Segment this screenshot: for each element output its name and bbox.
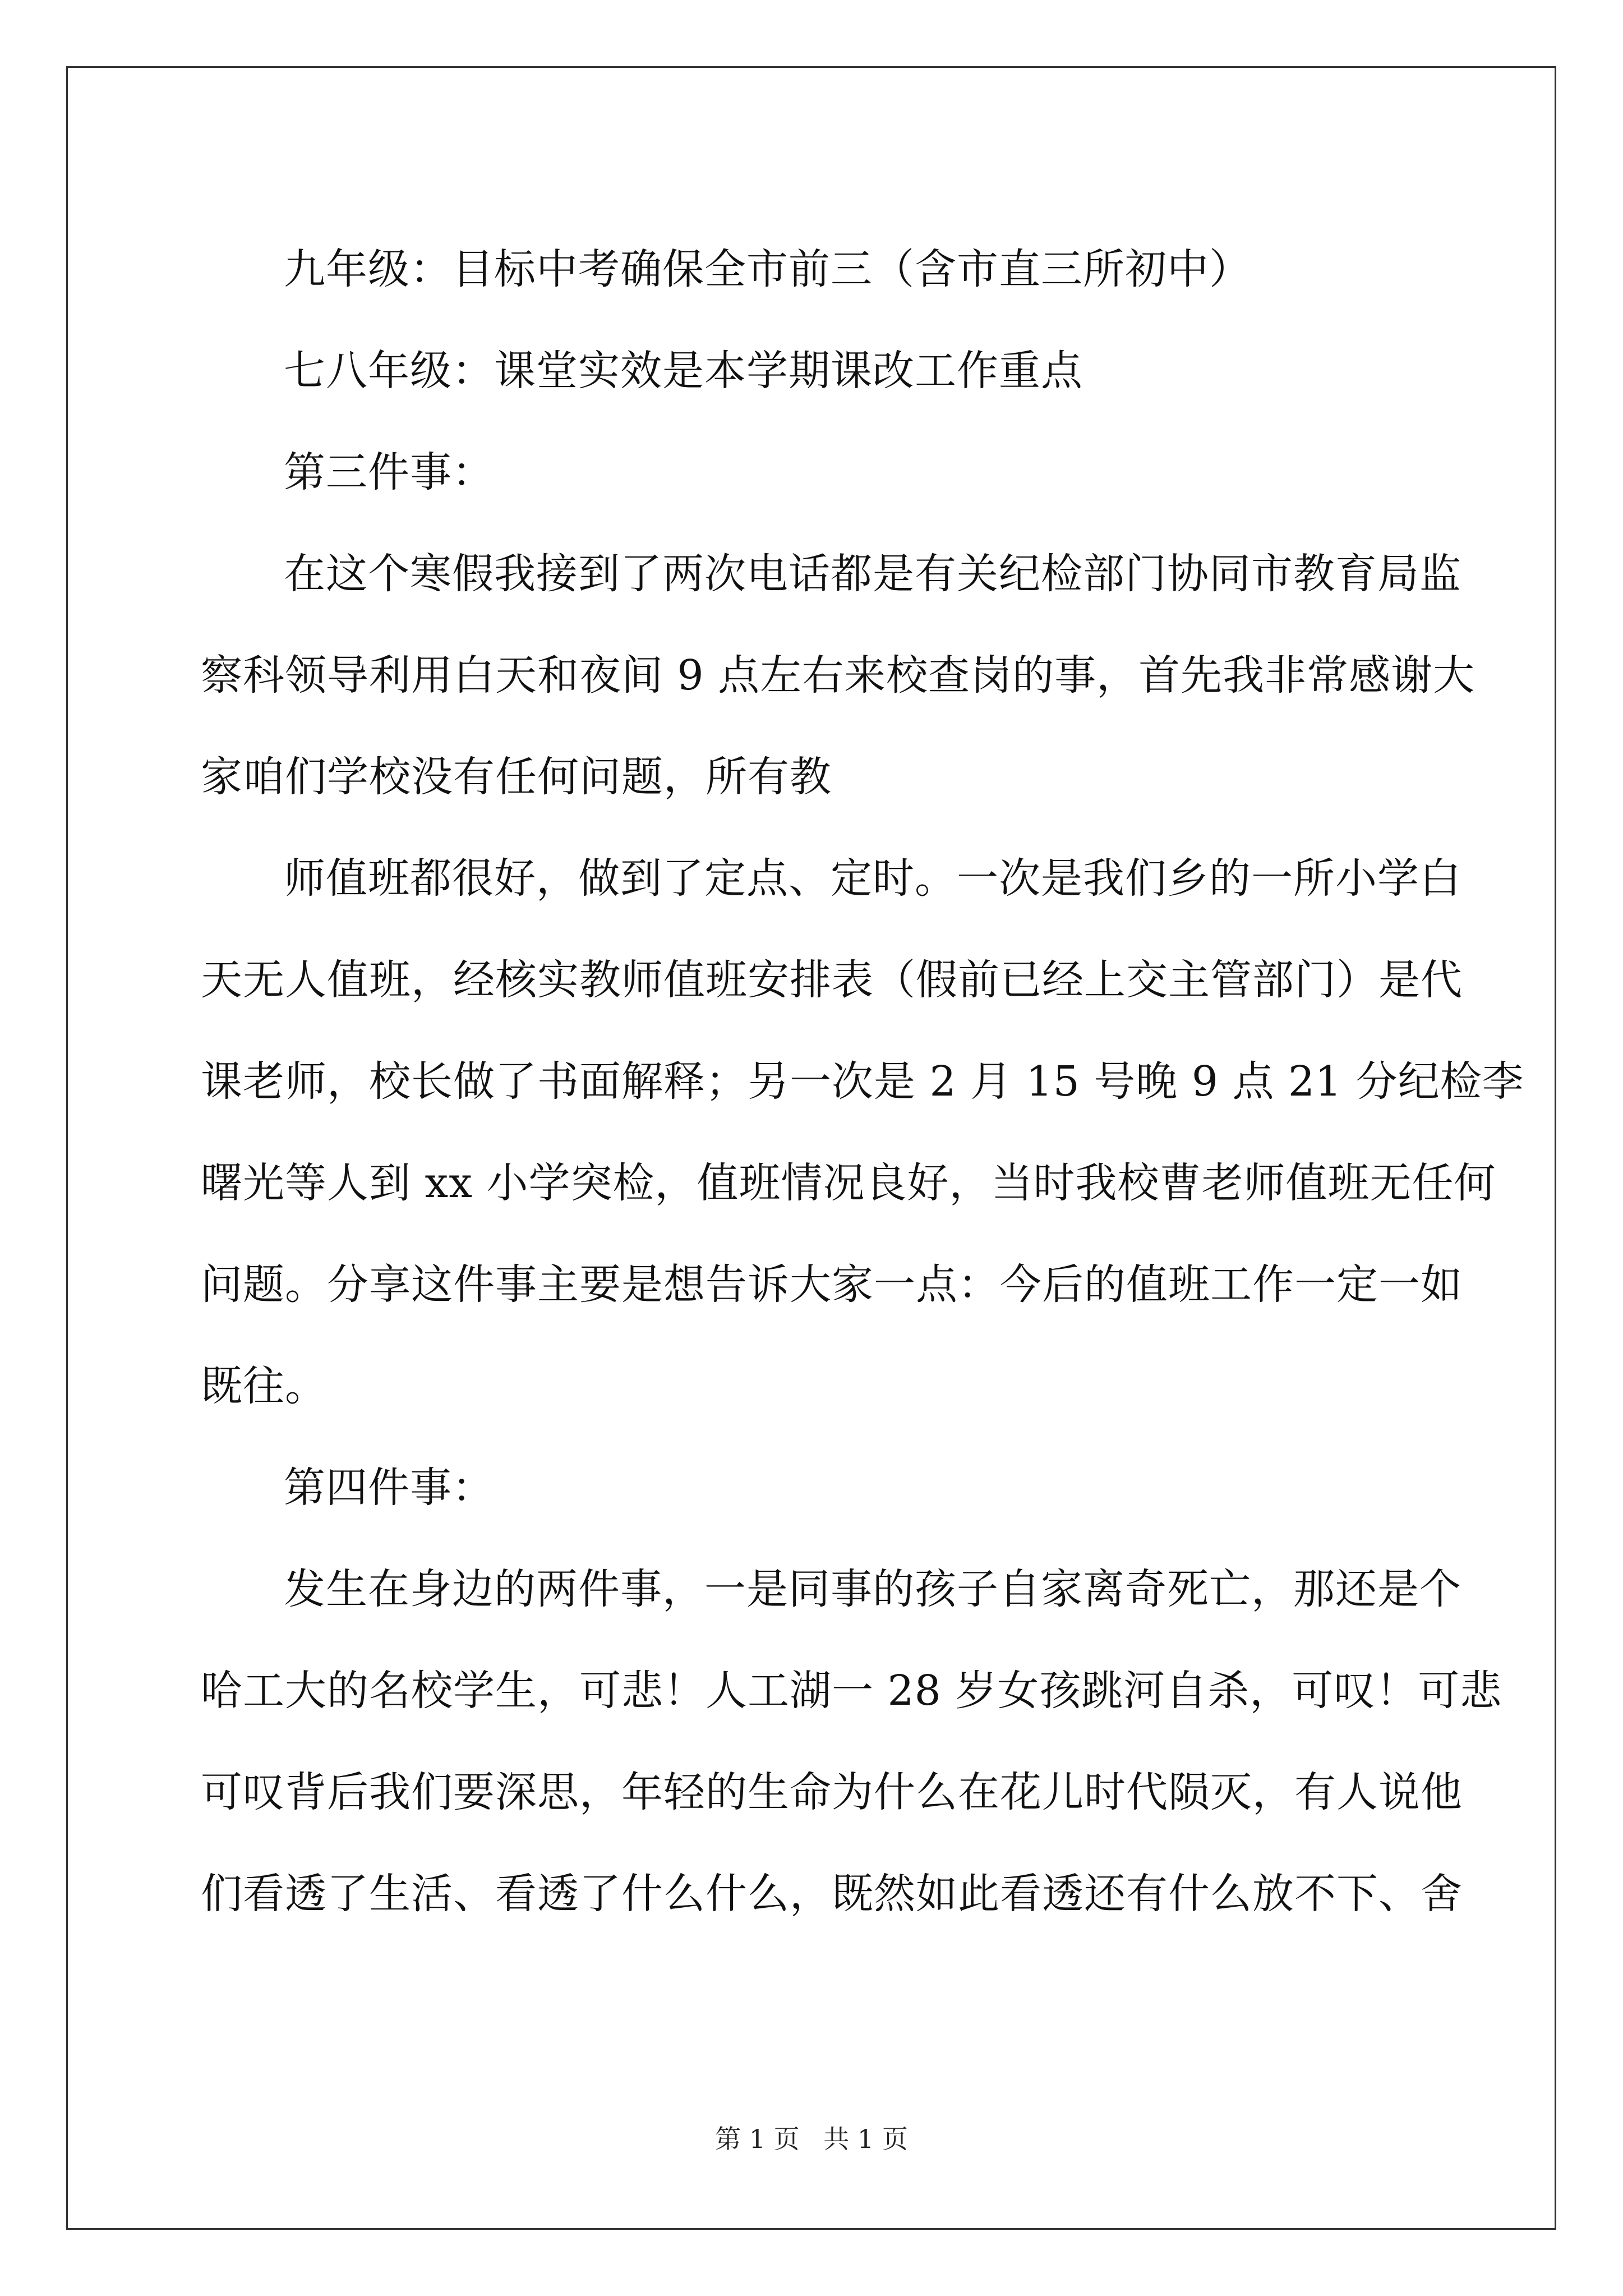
text-line: 在这个寒假我接到了两次电话都是有关纪检部门协同市教育局监 (284, 550, 1461, 598)
document-text (201, 219, 1524, 1945)
text-line: 发生在身边的两件事，一是同事的孩子自家离奇死亡，那还是个 (284, 1565, 1461, 1613)
text-line: 家咱们学校没有任何问题，所有教 (201, 753, 832, 801)
text-line: 师值班都很好，做到了定点、定时。一次是我们乡的一所小学白 (284, 854, 1461, 903)
text-line: 既往。 (201, 1362, 327, 1410)
document-body (201, 219, 1524, 1945)
page-footer (0, 2122, 1623, 2156)
text-line: 察科领导利用白天和夜间 9 点左右来校查岗的事，首先我非常感谢大 (201, 651, 1476, 700)
text-line: 们看透了生活、看透了什么什么，既然如此看透还有什么放不下、舍 (201, 1870, 1463, 1918)
text-line: 课老师，校长做了书面解释；另一次是 2 月 15 号晚 9 点 21 分纪检李 (201, 1057, 1524, 1106)
text-line: 问题。分享这件事主要是想告诉大家一点：今后的值班工作一定一如 (201, 1260, 1463, 1309)
text-line: 可叹背后我们要深思，年轻的生命为什么在花儿时代陨灭，有人说他 (201, 1768, 1463, 1816)
page-number: 第 1 页 (715, 2124, 800, 2154)
section-heading: 第三件事： (284, 448, 494, 496)
section-heading: 第四件事： (284, 1464, 494, 1512)
text-line: 曙光等人到 xx 小学突检，值班情况良好，当时我校曹老师值班无任何 (201, 1159, 1496, 1207)
text-line: 九年级：目标中考确保全市前三（含市直三所初中） (284, 245, 1251, 293)
text-line: 七八年级：课堂实效是本学期课改工作重点 (284, 347, 1083, 395)
text-line: 天无人值班，经核实教师值班安排表（假前已经上交主管部门）是代 (201, 956, 1463, 1004)
page-total: 共 1 页 (823, 2124, 908, 2154)
text-line: 哈工大的名校学生，可悲！人工湖一 28 岁女孩跳河自杀，可叹！可悲 (201, 1667, 1502, 1715)
